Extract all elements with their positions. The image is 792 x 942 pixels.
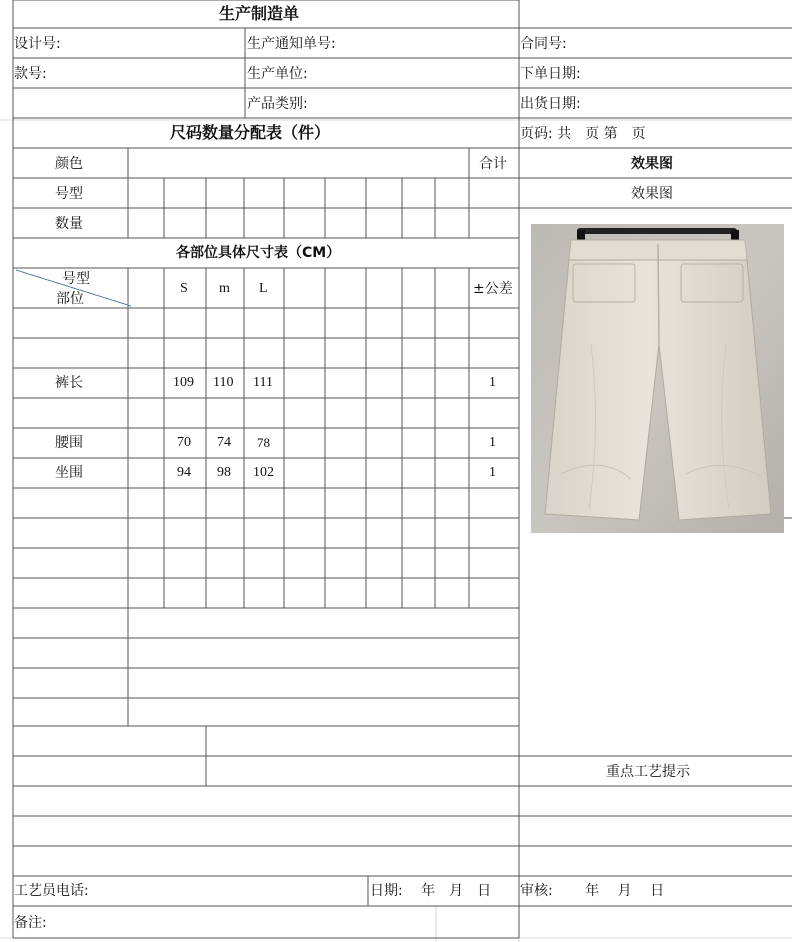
total-label: 合计	[479, 156, 507, 172]
effect-subtitle: 效果图	[631, 186, 673, 202]
size-header-m: m	[219, 281, 230, 296]
design-no-label: 设计号:	[14, 36, 61, 52]
process-tip-label: 重点工艺提示	[606, 764, 690, 780]
quantity-label: 数量	[55, 216, 83, 232]
review-label: 审核: 年 月 日	[520, 883, 665, 899]
order-date-label: 下单日期:	[520, 66, 581, 82]
part-waist: 腰围	[55, 435, 83, 451]
cell-length-l: 111	[253, 375, 273, 390]
tolerance-header: ±公差	[473, 281, 513, 297]
corner-size-label: 号型	[62, 271, 90, 287]
effect-title: 效果图	[631, 156, 673, 172]
cell-length-m: 110	[213, 375, 234, 390]
size-header-l: L	[259, 281, 268, 296]
cell-length-s: 109	[173, 375, 194, 390]
cell-waist-l: 78	[257, 435, 270, 450]
notice-no-label: 生产通知单号:	[247, 36, 336, 52]
remarks-label: 备注:	[14, 915, 47, 931]
cell-length-tol: 1	[489, 375, 496, 390]
size-label: 号型	[55, 186, 83, 202]
color-label: 颜色	[55, 156, 83, 172]
cell-waist-tol: 1	[489, 435, 496, 450]
cell-hip-m: 98	[217, 465, 231, 480]
production-unit-label: 生产单位:	[247, 66, 308, 82]
style-no-label: 款号:	[14, 66, 47, 82]
cell-waist-s: 70	[177, 435, 191, 450]
tech-phone-label: 工艺员电话:	[14, 883, 89, 899]
date-label: 日期: 年 月 日	[370, 883, 492, 899]
product-photo	[531, 224, 784, 533]
size-header-s: S	[180, 281, 188, 296]
cell-hip-s: 94	[177, 465, 191, 480]
contract-no-label: 合同号:	[520, 36, 567, 52]
cell-waist-m: 74	[217, 435, 231, 450]
ship-date-label: 出货日期:	[520, 96, 581, 112]
part-hip: 坐围	[55, 465, 83, 481]
form-title: 生产制造单	[219, 4, 300, 23]
qty-table-title: 尺码数量分配表（件）	[170, 123, 331, 142]
product-category-label: 产品类别:	[247, 96, 308, 112]
page-info: 页码: 共 页 第 页	[520, 126, 646, 142]
corner-part-label: 部位	[56, 291, 84, 307]
cell-hip-tol: 1	[489, 465, 496, 480]
cell-hip-l: 102	[253, 465, 274, 480]
size-table-title: 各部位具体尺寸表（CM）	[176, 245, 341, 261]
part-pants-length: 裤长	[55, 375, 83, 391]
